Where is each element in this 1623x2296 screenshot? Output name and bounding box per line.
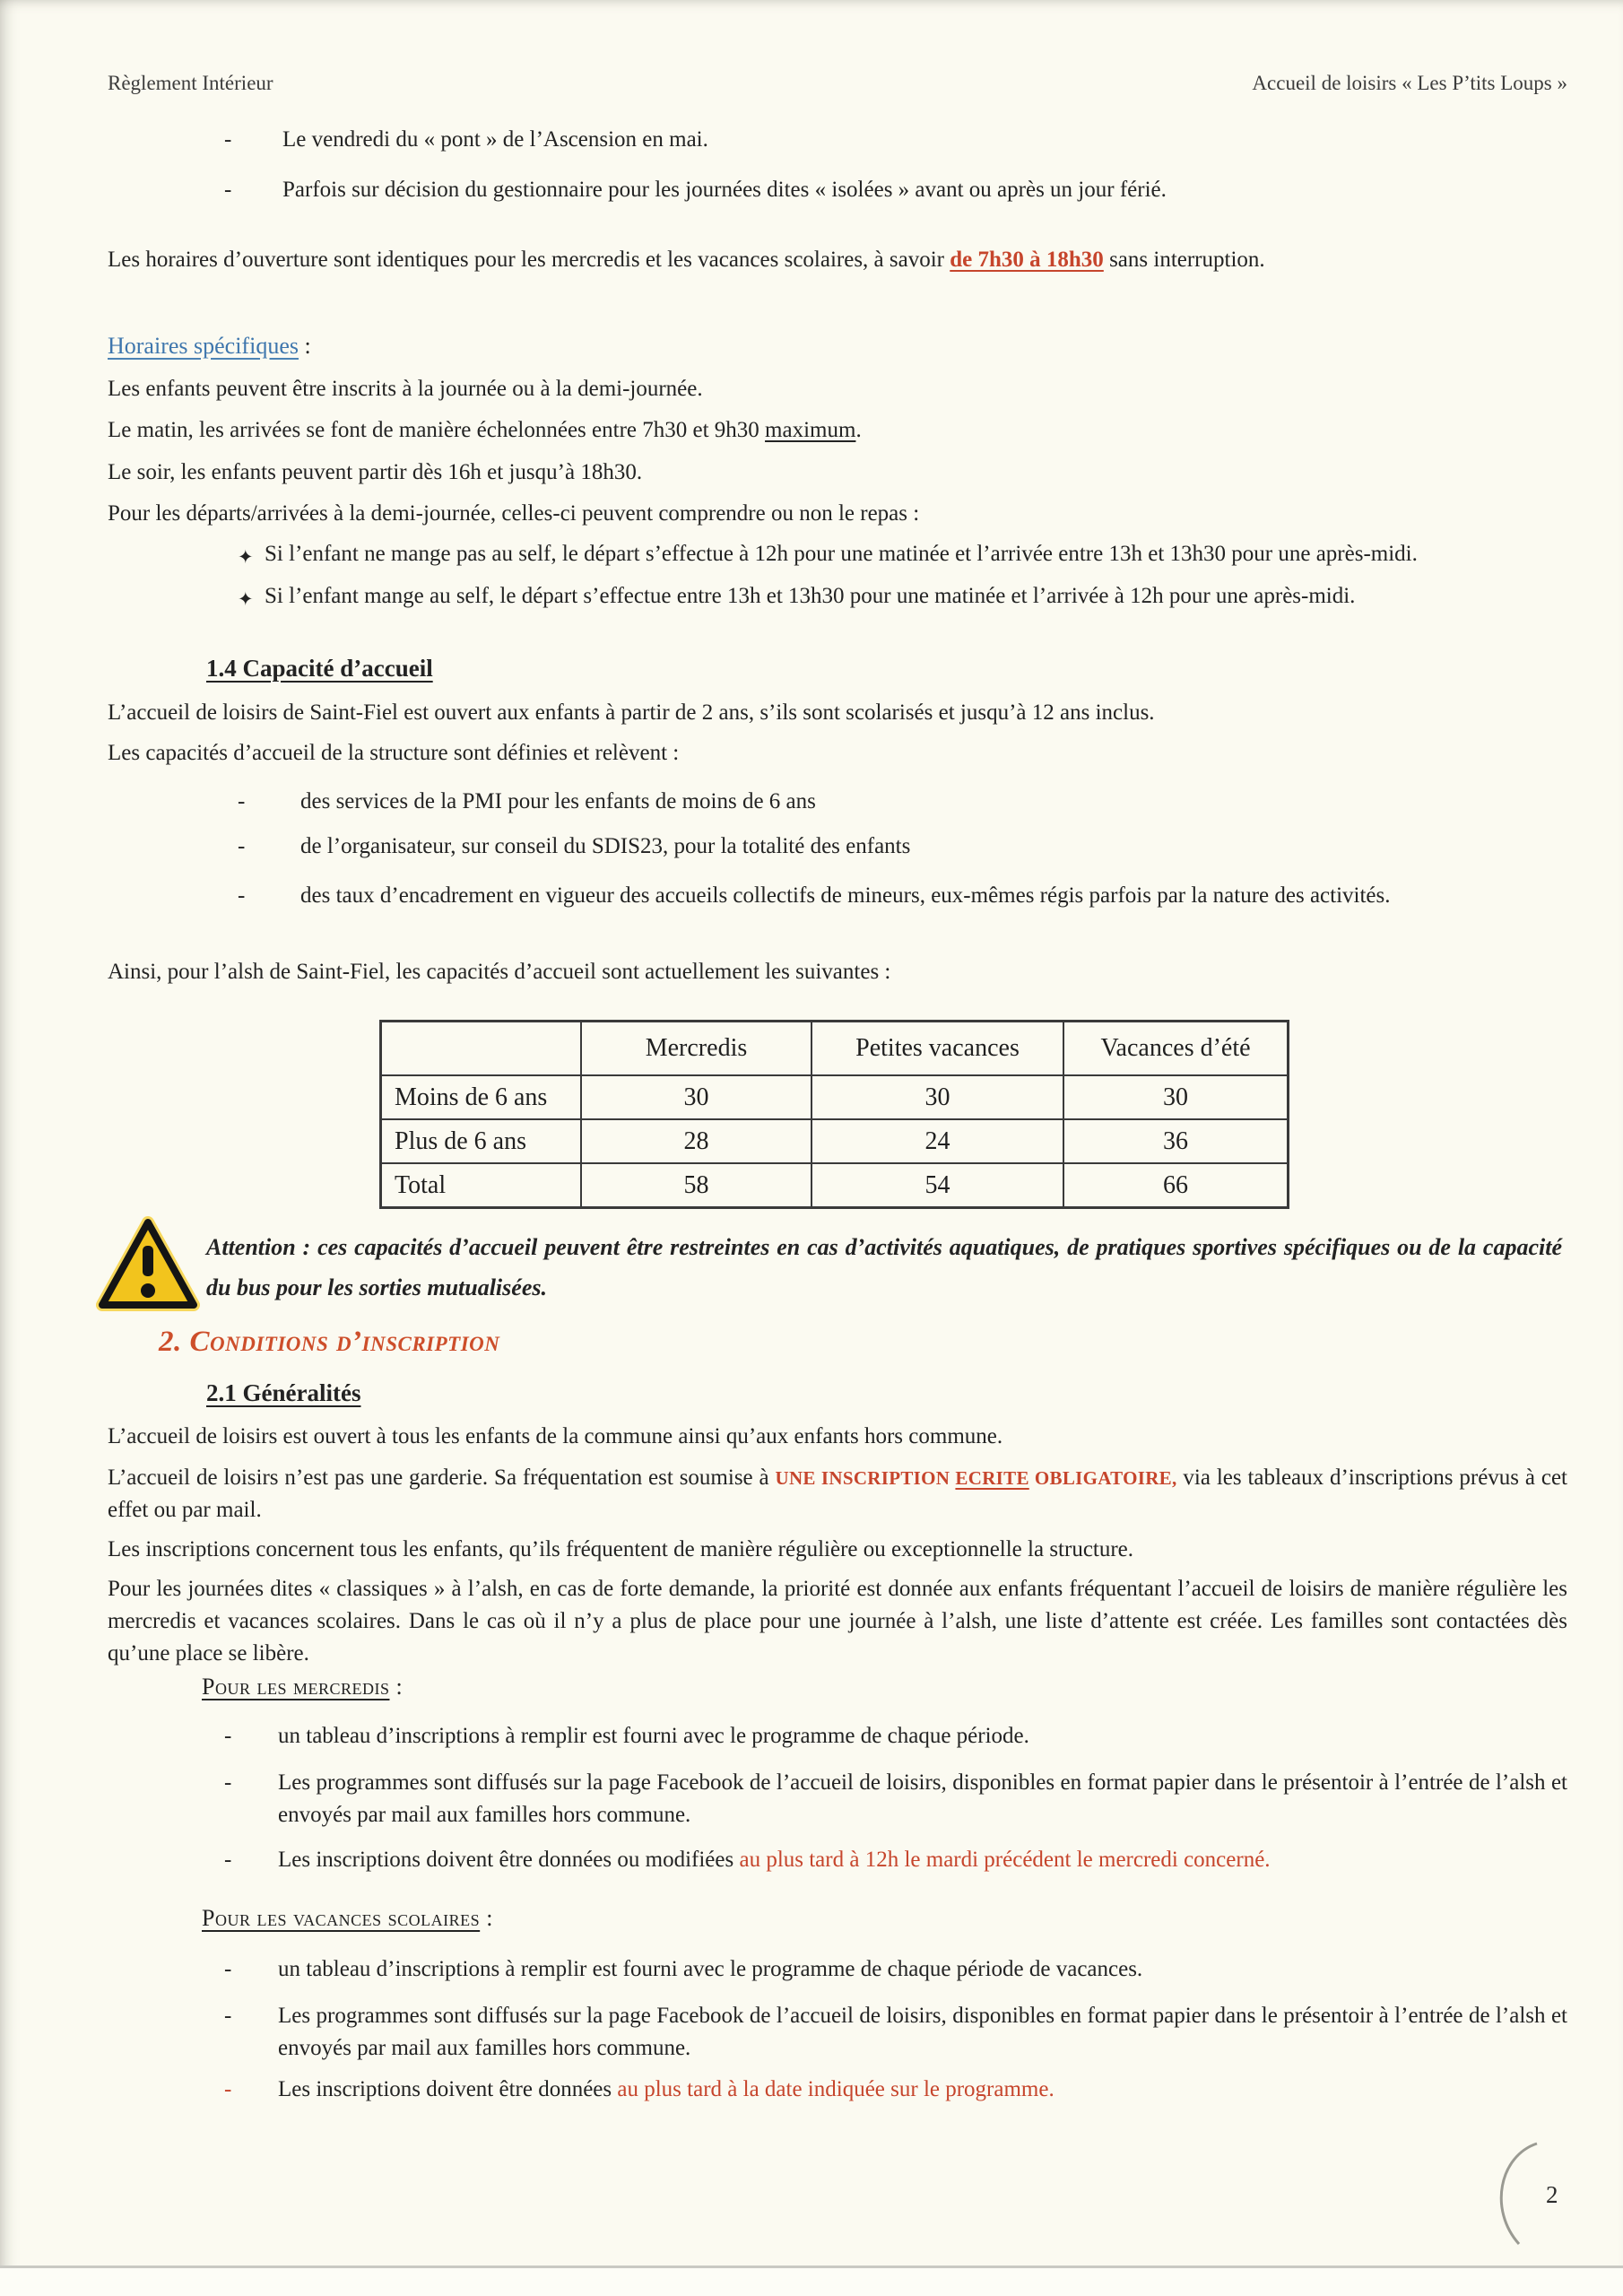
capacity-bullet-3 (238, 880, 1567, 912)
dash-bullet-icon: - (224, 1770, 232, 1795)
page-number: 2 (1546, 2181, 1558, 2208)
capacity-bullet-2-text: de l’organisateur, sur conseil du SDIS23, pour la totalité des enfants (300, 834, 911, 858)
dash-bullet-icon: - (224, 2077, 232, 2101)
meal-intro-paragraph: Pour les départs/arrivées à la demi-journée, celles-ci peuvent comprendre ou non le repas : (108, 501, 920, 526)
mercredis-bullet-3-text: Les inscriptions doivent être données ou modifiées au plus tard à 12h le mardi précédent le mercredi concerné. (278, 1848, 1271, 1872)
row-label: Total (381, 1163, 582, 1208)
vacances-bullet-3 (224, 2074, 1567, 2106)
cell-value: 66 (1063, 1163, 1289, 1208)
table-header-vacances-ete: Vacances d’été (1063, 1022, 1289, 1076)
generalites-paragraph-4: Pour les journées dites « classiques » à l’alsh, en cas de forte demande, la priorité est donnée aux enfants fréquentant l’accueil de loisirs de manière régulière les mercredis et vacances scolaires. Dans le cas où il n’y a plus de place pour une journée à l’alsh, une liste d’attente est créée. Les familles sont contactées dès qu’une place se libère. (108, 1577, 1567, 1665)
cell-value: 30 (1063, 1075, 1289, 1119)
maximum-underlined: maximum (765, 418, 856, 442)
warning-text: Attention : ces capacités d’accueil peuvent être restreintes en cas d’activités aquatiques, de pratiques sportives spécifiques ou de la capacité du bus pour les sorties mutualisées. (206, 1234, 1562, 1300)
mercredis-bullet-2 (224, 1767, 1567, 1831)
intro-bullet-2-text: Parfois sur décision du gestionnaire pour les journées dites « isolées » avant ou après un jour férié. (282, 178, 1167, 202)
dash-bullet-icon: - (224, 1957, 232, 1981)
mercredis-bullet-1-text: un tableau d’inscriptions à remplir est fourni avec le programme de chaque période. (278, 1724, 1029, 1748)
star-bullet-icon: ✦ (238, 588, 254, 610)
capacity-table (379, 1020, 1289, 1209)
specific-hours-line-1: Les enfants peuvent être inscrits à la journée ou à la demi-journée. (108, 377, 703, 401)
dash-bullet-icon: - (224, 127, 232, 152)
table-row (381, 1075, 1289, 1119)
header-organization: Accueil de loisirs « Les P’tits Loups » (1252, 72, 1567, 94)
mercredis-bullet-2-text: Les programmes sont diffusés sur la page Facebook de l’accueil de loisirs, disponibles en format papier dans le présentoir à l’entrée de l’alsh et envoyés par mail aux familles hors commune. (278, 1770, 1567, 1827)
dash-bullet-icon: - (238, 834, 246, 858)
dash-bullet-icon: - (224, 1724, 232, 1748)
vacances-deadline-highlight: au plus tard à la date indiquée sur le programme. (617, 2077, 1055, 2101)
vacances-bullet-3-text: Les inscriptions doivent être données au plus tard à la date indiquée sur le programme. (278, 2077, 1055, 2101)
cell-value: 28 (581, 1119, 812, 1163)
vacances-heading: Pour les vacances scolaires : (202, 1905, 493, 1931)
opening-hours-text-end: sans interruption. (1103, 248, 1265, 272)
vacances-bullet-1-text: un tableau d’inscriptions à remplir est fourni avec le programme de chaque période de vacances. (278, 1957, 1143, 1981)
generalites-paragraph-1: L’accueil de loisirs est ouvert à tous les enfants de la commune ainsi qu’aux enfants hors commune. (108, 1424, 1003, 1448)
table-header-row (381, 1022, 1289, 1076)
meal-star-bullet-1-text: Si l’enfant ne mange pas au self, le départ s’effectue à 12h pour une matinée et l’arrivée entre 13h et 13h30 pour une après-midi. (265, 542, 1418, 566)
cell-value: 58 (581, 1163, 812, 1208)
row-label: Plus de 6 ans (381, 1119, 582, 1163)
meal-star-bullet-2-text: Si l’enfant mange au self, le départ s’effectue entre 13h et 13h30 pour une matinée et l’arrivée à 12h pour une après-midi. (265, 584, 1356, 608)
dash-bullet-icon: - (224, 1848, 232, 1872)
capacity-bullet-1 (238, 786, 1567, 818)
intro-bullet-2 (224, 174, 1567, 206)
capacity-bullet-2 (238, 831, 1567, 863)
cell-value: 30 (581, 1075, 812, 1119)
section-1-4-title: 1.4 Capacité d’accueil (206, 655, 433, 682)
vacances-bullet-1 (224, 1953, 1567, 1986)
row-label: Moins de 6 ans (381, 1075, 582, 1119)
dash-bullet-icon: - (238, 883, 246, 908)
dash-bullet-icon: - (238, 789, 246, 813)
section-1-4-paragraph-2: Les capacités d’accueil de la structure sont définies et relèvent : (108, 741, 680, 765)
generalites-paragraph-3: Les inscriptions concernent tous les enfants, qu’ils fréquentent de manière régulière ou exceptionnelle la structure. (108, 1537, 1134, 1561)
page-corner-arc (1472, 2140, 1544, 2248)
inscription-obligatoire-highlight: UNE INSCRIPTION ECRITE OBLIGATOIRE, (775, 1467, 1177, 1489)
opening-hours-paragraph (108, 244, 1265, 276)
specific-hours-line-3: Le soir, les enfants peuvent partir dès 16h et jusqu’à 18h30. (108, 460, 643, 484)
page-edge-below (0, 2268, 1623, 2296)
meal-star-bullet-2 (238, 580, 1603, 615)
capacity-bullet-1-text: des services de la PMI pour les enfants de moins de 6 ans (300, 789, 816, 813)
capacity-bullet-3-text: des taux d’encadrement en vigueur des accueils collectifs de mineurs, eux-mêmes régis parfois par la nature des activités. (300, 883, 1391, 908)
specific-hours-heading: Horaires spécifiques : (108, 333, 311, 359)
intro-bullet-1-text: Le vendredi du « pont » de l’Ascension en mai. (282, 127, 708, 152)
table-header-mercredis: Mercredis (581, 1022, 812, 1076)
dash-bullet-icon: - (224, 2004, 232, 2028)
table-header-petites-vacances: Petites vacances (812, 1022, 1063, 1076)
table-row (381, 1119, 1289, 1163)
cell-value: 36 (1063, 1119, 1289, 1163)
mercredis-bullet-1 (224, 1720, 1567, 1752)
mercredis-bullet-3 (224, 1844, 1567, 1876)
mercredis-deadline-highlight: au plus tard à 12h le mardi précédent le mercredi concerné. (739, 1848, 1271, 1872)
section-2-1-title: 2.1 Généralités (206, 1379, 361, 1406)
warning-triangle-icon (95, 1215, 201, 1316)
page-header (108, 72, 1567, 95)
dash-bullet-icon: - (224, 178, 232, 202)
meal-star-bullet-1 (238, 538, 1603, 573)
vacances-bullet-2 (224, 2000, 1567, 2065)
star-bullet-icon: ✦ (238, 546, 254, 568)
ecrite-underlined: ECRITE (955, 1467, 1029, 1489)
mercredis-heading: Pour les mercredis : (202, 1674, 404, 1700)
table-header-empty (381, 1022, 582, 1076)
section-2-heading: 2. Conditions d’inscription (159, 1326, 500, 1358)
cell-value: 54 (812, 1163, 1063, 1208)
table-intro-paragraph: Ainsi, pour l’alsh de Saint-Fiel, les capacités d’accueil sont actuellement les suivantes : (108, 960, 891, 984)
opening-hours-highlight: de 7h30 à 18h30 (950, 248, 1104, 272)
intro-bullet-1 (224, 124, 1567, 156)
opening-hours-text: Les horaires d’ouverture sont identiques pour les mercredis et les vacances scolaires, à savoir (108, 248, 950, 272)
generalites-paragraph-2: L’accueil de loisirs n’est pas une garderie. Sa fréquentation est soumise à UNE INSCRIPTION ECRITE OBLIGATOIRE, via les tableaux d’inscriptions prévus à cet effet ou par mail. (108, 1465, 1568, 1522)
header-document-title: Règlement Intérieur (108, 72, 273, 94)
document-content (108, 0, 1567, 2296)
specific-hours-line-2: Le matin, les arrivées se font de manière échelonnées entre 7h30 et 9h30 maximum. (108, 418, 862, 442)
table-row (381, 1163, 1289, 1208)
cell-value: 24 (812, 1119, 1063, 1163)
cell-value: 30 (812, 1075, 1063, 1119)
section-1-4-paragraph-1: L’accueil de loisirs de Saint-Fiel est ouvert aux enfants à partir de 2 ans, s’ils sont scolarisés et jusqu’à 12 ans inclus. (108, 700, 1155, 725)
vacances-bullet-2-text: Les programmes sont diffusés sur la page Facebook de l’accueil de loisirs, disponibles en format papier dans le présentoir à l’entrée de l’alsh et envoyés par mail aux familles hors commune. (278, 2004, 1567, 2060)
